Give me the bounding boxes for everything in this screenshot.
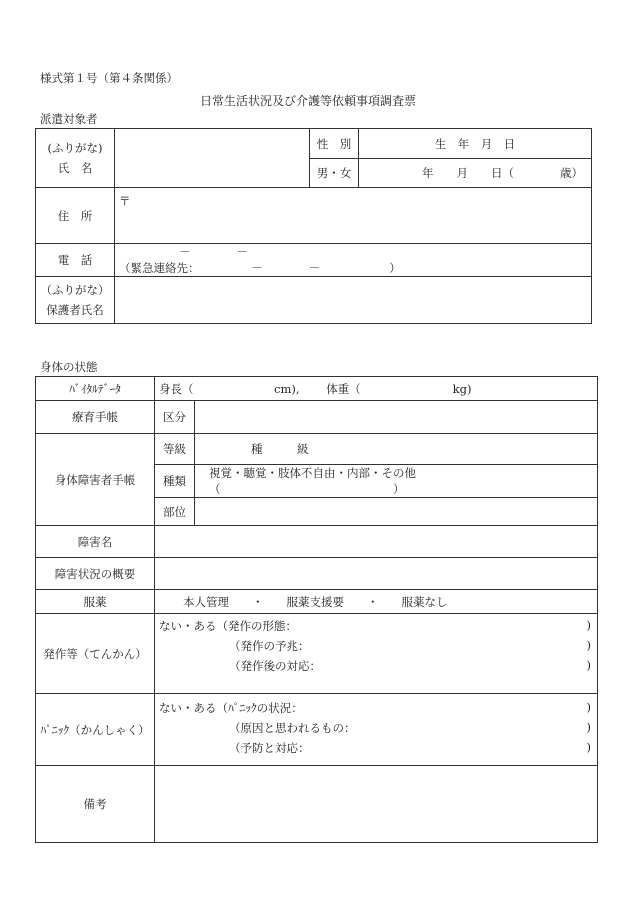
bui-label: 部位 — [155, 498, 195, 526]
fukuyaku-options[interactable]: 本人管理 ・ 服薬支援要 ・ 服薬なし — [155, 590, 598, 614]
gaiyo-field[interactable] — [155, 558, 598, 590]
section1-heading: 派遣対象者 — [40, 112, 98, 126]
kubun-field[interactable] — [195, 401, 598, 434]
form-title: 日常生活状況及び介護等依頼事項調査票 — [200, 94, 417, 108]
birth-date-field[interactable]: 年 月 日（ 歳） — [359, 159, 592, 188]
shogaimei-label: 障害名 — [36, 526, 155, 558]
phone-value: － － — [179, 245, 248, 259]
guardian-name-label: 保護者氏名 — [46, 303, 104, 317]
phone-field[interactable] — [115, 244, 592, 277]
hossa-line-1: ない・ある（発作の形態： — [159, 619, 297, 633]
vital-field[interactable]: 身長（ cm), 体重（ kg) — [155, 377, 598, 401]
biko-field[interactable] — [155, 766, 598, 843]
guardian-label-cell — [36, 277, 115, 324]
hossa-line-2: （発作の予兆： — [229, 639, 310, 653]
guardian-name-field[interactable] — [115, 277, 592, 324]
panic-line-2: （原因と思われるもの： — [229, 721, 356, 735]
postal-mark: 〒 — [119, 194, 131, 208]
shogaimei-field[interactable] — [155, 526, 598, 558]
tokyu-label: 等級 — [155, 434, 195, 465]
hossa-label: 発作等（てんかん） — [36, 614, 155, 694]
form-number: 様式第１号（第４条関係） — [40, 71, 178, 85]
body-condition-table — [35, 376, 598, 843]
phone-label: 電 話 — [36, 244, 115, 277]
section2-heading: 身体の状態 — [40, 360, 98, 374]
hossa-field[interactable] — [155, 614, 598, 694]
biko-label: 備考 — [36, 766, 155, 843]
hossa-close-paren-3: ) — [586, 658, 591, 672]
panic-close-paren-1: ) — [586, 700, 591, 714]
shurui-field[interactable]: 視覚・聴覚・肢体不自由・内部・その他（ ） — [195, 465, 598, 498]
hossa-close-paren-1: ) — [586, 618, 591, 632]
birth-label: 生 年 月 日 — [359, 129, 592, 159]
name-field[interactable] — [115, 129, 310, 188]
gaiyo-label: 障害状況の概要 — [36, 558, 155, 590]
panic-close-paren-3: ) — [586, 740, 591, 754]
emergency-contact: （緊急連絡先： － － ） — [119, 261, 401, 275]
address-label: 住 所 — [36, 188, 115, 244]
furigana-label: (ふりがな) — [47, 141, 103, 155]
shurui-label: 種類 — [155, 465, 195, 498]
hossa-close-paren-2: ) — [586, 638, 591, 652]
tokyu-field[interactable]: 種 級 — [195, 434, 598, 465]
shintai-label: 身体障害者手帳 — [36, 434, 155, 526]
panic-field[interactable] — [155, 694, 598, 766]
gender-options[interactable]: 男・女 — [310, 159, 359, 188]
ryoiku-label: 療育手帳 — [36, 401, 155, 434]
panic-close-paren-2: ) — [586, 720, 591, 734]
panic-label: ﾊﾟﾆｯｸ（かんしゃく） — [36, 694, 155, 766]
gender-label: 性 別 — [310, 129, 359, 159]
name-label: 氏 名 — [57, 161, 93, 175]
vital-label: ﾊﾞｲﾀﾙﾃﾞｰﾀ — [36, 377, 155, 401]
target-person-table — [35, 128, 592, 324]
bui-field[interactable] — [195, 498, 598, 526]
address-field[interactable] — [115, 188, 592, 244]
kubun-label: 区分 — [155, 401, 195, 434]
hossa-line-3: （発作後の対応： — [229, 659, 321, 673]
name-label-cell — [36, 129, 115, 188]
fukuyaku-label: 服薬 — [36, 590, 155, 614]
guardian-furigana-label: （ふりがな） — [40, 283, 110, 297]
panic-line-1: ない・ある（ﾊﾟﾆｯｸの状況： — [159, 701, 303, 715]
panic-line-3: （予防と対応： — [229, 741, 310, 755]
